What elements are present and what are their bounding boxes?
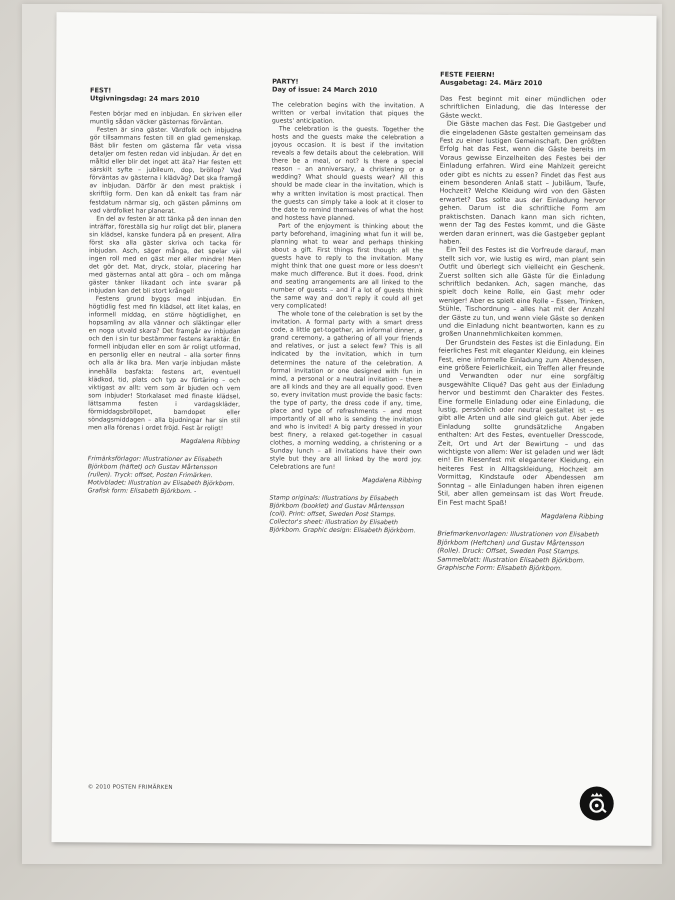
english-issue-date: Day of issue: 24 March 2010 bbox=[272, 85, 378, 95]
german-title: FESTE FEIERN! bbox=[440, 70, 495, 79]
info-sheet bbox=[51, 12, 656, 846]
german-paragraph: Der Grundstein des Festes ist die Einladung. Ein feierliches Fest mit eleganter Kleidung, ein kleines Fest, eine informelle Einladung zum Abendessen, eine größere Feierlichkeit, ein Treffen aller Freunde und Verwandten oder nur eine sorgfältig ausgewählte Cliqué? Das geht aus der Einladung hervor und bestimmt den Charakter des Festes. Eine formelle Einladung oder eine Einladung, die lustig, persönlich oder neutral gestaltet ist – es gibt alle Arten und alle sind gleich gut. Aber jede Einladung sollte grundsätzliche Angaben enthalten: Art des Festes, eventueller Dresscode, Zeit, Ort und Art der Bewirtung – und das wichtigste von allem: Wer ist geladen und wer lädt ein! Ein Riesenfest mit eleganterer Kleidung, ein heiteres Fest in Alltagskleidung, Hochzeit am Vormittag, Kindstaufe oder Abendessen am Sonntag – alle Einladungen haben ihren eigenen Stil, aber allen gemeinsam ist das Wort Freude. Ein Fest macht Spaß! bbox=[437, 338, 605, 507]
swedish-credits: Frimärksförlagor: Illustrationer av Elisabeth Björkbom (häftet) och Gustav Mårtensson (rullen). Tryck: offset, Posten Frimärken. Motivbladet: Illustration av Elisabeth Björkbom. Grafisk form: Elisabeth Björkbom. - bbox=[87, 455, 235, 496]
english-title: PARTY! bbox=[272, 77, 299, 86]
english-paragraph: Part of the enjoyment is thinking about the party beforehand, imagining what fun it will be, planning what to wear and perhaps thinking about a gift. First things first though: all the guests have to reply to the invitation. Many might think that one guest more or less doesn't make much difference. But it does. Food, drink and seating arrangements are all linked to the number of guests – and if a lot of guests think the same way and don't reply it could all get very complicated! bbox=[270, 222, 424, 311]
english-signature: Magdalena Ribbing bbox=[362, 477, 422, 485]
swedish-paragraph: Festen är sina gäster. Värdfolk och inbjudna gör tillsammans festen till en glad gemenskap. Bäst blir festen om gästerna får veta vissa detaljer om festen redan vid inbjudan. Är det en måltid eller blir det inget att äta? Har festen ett särskilt syfte – jubileum, dop, bröllop? Vad förväntas av gästerna i klädväg? Det ska framgå av inbjudan. Därför är den mest praktisk i skriftlig form. Den kan då enkelt tas fram när festdatum närmar sig, och gästen påminns om vad värdfolket har planerat. bbox=[89, 126, 242, 215]
english-paragraph: The celebration is the guests. Together the hosts and the guests make the celebration a joyous occasion. It is best if the invitation reveals a few details about the celebration. Will there be a meal, or not? Is there a special reason – an anniversary, a christening or a wedding? What should guests wear? All this should be made clear in the invitation, which is why a written invitation is most practical. Then the guests can simply take a look at it closer to the date to remind themselves of what the host and hostess have planned. bbox=[271, 125, 424, 222]
copyright-notice: © 2010 POSTEN FRIMÄRKEN bbox=[87, 784, 173, 791]
swedish-paragraph: Festens grund byggs med inbjudan. En högtidlig fest med fin klädsel, ett litet kalas, en informell middag, en större högtidlighet, en hopsamling av alla vänner och släktingar eller en noga utvald skara? Det framgår av inbjudan och den i sin tur bestämmer festens karaktär. En formell inbjudan eller en som är roligt utformad, en personlig eller en neutral – alla sorter finns och alla är lika bra. Men varje inbjudan måste innehålla basfakta: festens art, eventuell klädkod, tid, plats och typ av förtäring – och viktigast av allt: vem som är bjuden och vem som inbjuder! Storkalaset med finaste klädsel, lättsamma festen i vardagskläder, förmiddagsbröllopet, barndopet eller söndagsmiddagen – alla bjudningar har sin stil men alla förenas i ordet fröjd. Fest är roligt! bbox=[87, 295, 241, 433]
german-paragraph: Das Fest beginnt mit einer mündlichen oder schriftlichen Einladung, die das Interesse der Gäste weckt. bbox=[439, 94, 607, 120]
swedish-paragraph: Festen börjar med en inbjudan. En skriven eller muntlig sådan väcker gästernas förväntan. bbox=[89, 110, 242, 127]
swedish-paragraph: En del av festen är att tänka på den innan den inträffar, föreställa sig hur roligt det blir, planera sin klädsel, kanske fundera på en present. Allra först ska alla gäster skriva och tacka för inbjudan. Asch, säger många, det spelar väl ingen roll med en gäst mer eller mindre! Men det gör det. Mat, dryck, stolar, placering har med gästernas antal att göra – och om många gäster tänker likadant och inte svarar på inbjudan kan det bli stort krångel! bbox=[88, 215, 242, 296]
english-column bbox=[269, 77, 424, 535]
english-paragraph: The whole tone of the celebration is set by the invitation. A formal party with a smart dress code, a little get-together, an informal dinner, a grand ceremony, a gathering of all your friends and relatives, or just a select few? This is all indicated by the invitation, which in turn determines the nature of the celebration. A formal invitation or one designed with fun in mind, a personal or a neutral invitation – there are all kinds and they are all equally good. Even so, every invitation must provide the basic facts: the type of party, the dress code if any, time, place and type of refreshments – and most importantly of all who is sending the invitation and who is invited! A big party dressed in your best finery, a relaxed get-together in casual clothes, a morning wedding, a christening or a Sunday lunch – all invitations have their own style but they are all linked by the word joy. Celebrations are fun! bbox=[269, 310, 423, 471]
swedish-issue-date: Utgivningsdag: 24 mars 2010 bbox=[89, 94, 200, 104]
english-credits: Stamp originals: Illustrations by Elisabeth Björkbom (booklet) and Gustav Mårtensson (coil). Print: offset, Sweden Post Stamps. Collector's sheet: illustration by Elisabeth Björkbom. Graphic design: Elisabeth Björkbom. bbox=[269, 494, 416, 535]
german-credits: Briefmarkenvorlagen: Illustrationen von Elisabeth Björkbom (Heftchen) und Gustav Mårtensson (Rolle). Druck: Offset, Sweden Post Stamps. Sammelblatt: Illustration Elisabeth Björkbom. Graphische Form: Elisabeth Björkbom. bbox=[437, 529, 600, 573]
swedish-title: FEST! bbox=[90, 86, 112, 95]
posthorn-crown-icon bbox=[579, 785, 615, 821]
german-signature: Magdalena Ribbing bbox=[541, 512, 604, 521]
german-paragraph: Ein Teil des Festes ist die Vorfreude darauf, man stellt sich vor, wie lustig es wird, man plant sein Outfit und überlegt sich vielleicht ein Geschenk. Zuerst sollten sich alle Gäste für die Einladung schriftlich bedanken. Ach, sagen manche, das spielt doch keine Rolle, ein Gast mehr oder weniger! Aber es spielt eine Rolle – Essen, Trinken, Stühle, Tischordnung – alles hat mit der Anzahl der Gäste zu tun, und wenn viele Gäste so denken und die Einladung nicht beantworten, kann es zu großen Unannehmlichkeiten kommen. bbox=[438, 245, 606, 339]
swedish-column bbox=[88, 86, 242, 496]
german-issue-date: Ausgabetag: 24. März 2010 bbox=[440, 78, 543, 88]
swedish-signature: Magdalena Ribbing bbox=[180, 437, 240, 446]
english-paragraph: The celebration begins with the invitation. A written or verbal invitation that piques the guests' anticipation. bbox=[271, 101, 424, 125]
german-paragraph: Die Gäste machen das Fest. Die Gastgeber und die eingeladenen Gäste gestalten gemeinsam das Fest zu einer lustigen Gemeinschaft. Den größten Erfolg hat das Fest, wenn die Gäste bereits im Voraus gewisse Einzelheiten des Festes bei der Einladung erfahren. Wird eine Mahlzeit gereicht oder gibt es nichts zu essen? Findet das Fest aus einem besonderen Anlaß statt – Jubiläum, Taufe, Hochzeit? Welche Kleidung wird von den Gästen erwartet? Das sollte aus der Einladung hervor gehen. Darum ist die schriftliche Form am praktischsten. Danach kann man sich richten, wenn der Tag des Festes kommt, und die Gäste werden daran erinnert, was die Gastgeber geplant haben. bbox=[439, 119, 606, 246]
german-column bbox=[437, 71, 606, 573]
